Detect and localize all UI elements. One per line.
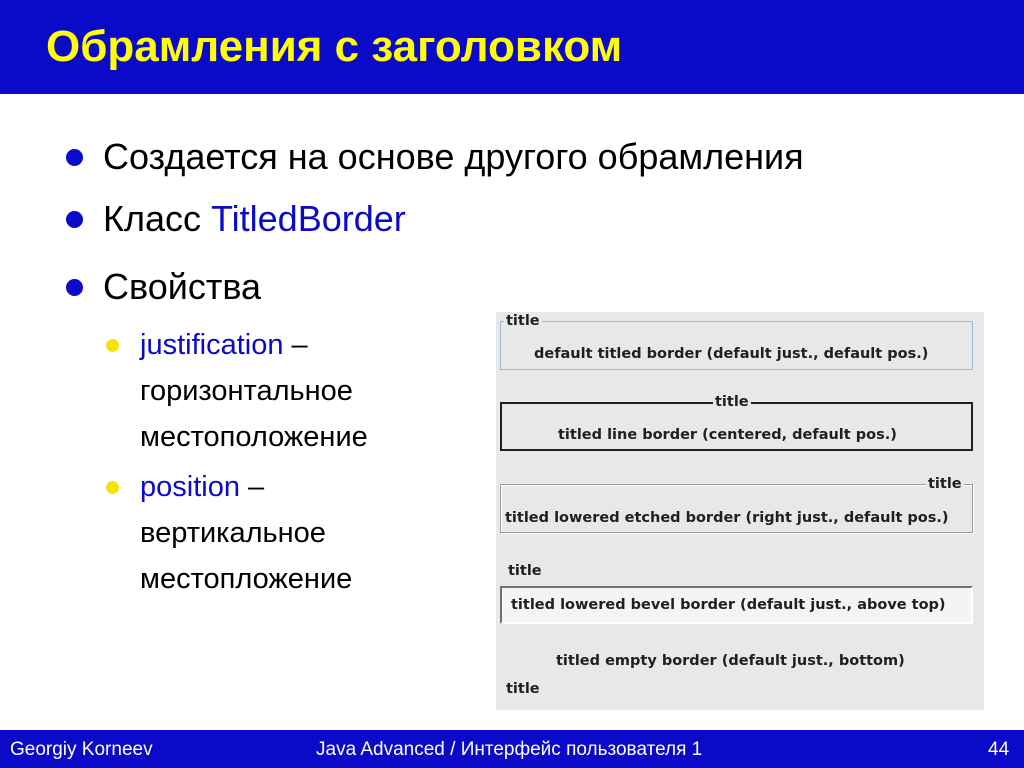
border-caption: titled line border (centered, default pos.) (558, 427, 897, 443)
footer-course: Java Advanced / Интерфейс пользователя 1 (316, 739, 703, 760)
subbullet-term: position (140, 471, 240, 503)
title-bar (0, 0, 1024, 94)
border-caption: titled lowered etched border (right just., default pos.) (505, 510, 949, 526)
border-title: title (506, 681, 540, 697)
bullet-dot (66, 211, 83, 228)
bullet-dot (66, 149, 83, 166)
border-title: title (928, 476, 962, 492)
subbullet-line: местоположение (140, 421, 368, 453)
border-caption: titled lowered bevel border (default just., above top) (511, 597, 946, 613)
footer-author: Georgiy Korneev (10, 739, 153, 760)
bullet-3-text: Свойства (103, 266, 262, 307)
page-number: 44 (988, 739, 1010, 760)
subbullet-line: вертикальное (140, 517, 326, 549)
bullet-2-prefix: Класс (103, 198, 211, 239)
bullet-dot (66, 279, 83, 296)
bullet-3 (66, 266, 261, 308)
bullet-2 (66, 198, 406, 240)
subbullet-dot (106, 339, 119, 352)
border-caption: default titled border (default just., default pos.) (534, 346, 929, 362)
footer-bar (0, 730, 1024, 768)
bullet-2-class-name: TitledBorder (211, 198, 406, 239)
border-title: title (508, 563, 542, 579)
subbullet-term: justification (140, 329, 284, 361)
border-caption: titled empty border (default just., bottom) (556, 653, 905, 669)
slide-title: Обрамления с заголовком (46, 22, 623, 71)
border-title: title (715, 394, 749, 410)
subbullet-dash: – (239, 471, 265, 503)
subbullet-line: местопложение (140, 563, 353, 595)
titled-border-demo-panel (496, 312, 984, 710)
subbullet-line: горизонтальное (140, 375, 353, 407)
border-title: title (506, 313, 540, 329)
subbullet-dot (106, 481, 119, 494)
bullet-1-text: Создается на основе другого обрамления (103, 136, 804, 177)
bullet-1 (66, 136, 804, 178)
subbullet-dash: – (283, 329, 308, 361)
